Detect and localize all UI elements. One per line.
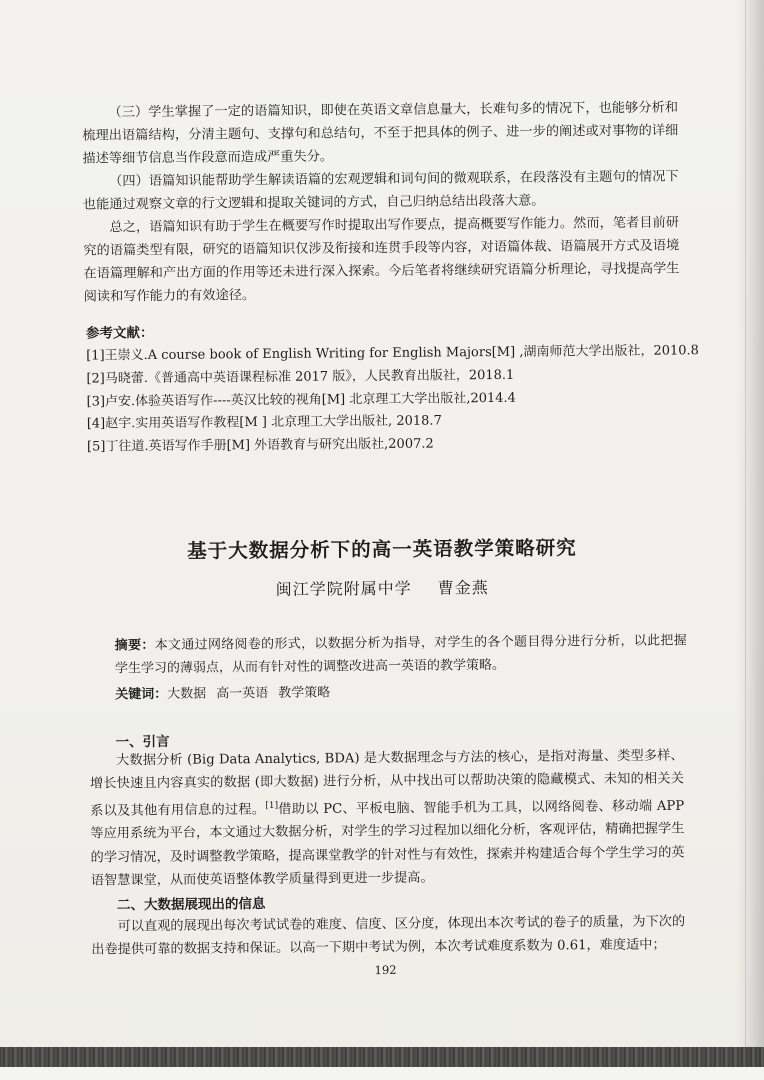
section-heading-introduction: 一、引言	[115, 733, 170, 751]
scan-bottom-edge	[0, 1067, 764, 1080]
section-heading-big-data-info: 二、大数据展现出的信息	[116, 896, 266, 914]
article-title: 基于大数据分析下的高一英语教学策略研究	[187, 536, 577, 563]
references-list	[86, 340, 699, 459]
paragraph-summary: 总之，语篇知识有助于学生在概要写作时提取出写作要点，提高概要写作能力。然而，笔者目前研究的语篇类型有限，研究的语篇知识仅涉及衔接和连贯手段等内容，对语篇体裁、语篇展开方式及语境在语篇理解和产出方面的作用等还未进行深入探索。今后笔者将继续研究语篇分析理论，寻找提高学生阅读和写作能力的有效途径。	[83, 215, 680, 305]
abstract-text: 本文通过网络阅卷的形式，以数据分析为指导，对学生的各个题目得分进行分析，以此把握学生学习的薄弱点，从而有针对性的调整改进高一英语的教学策略。	[114, 633, 687, 677]
affiliation: 闽江学院附属中学	[275, 578, 412, 599]
scan-dark-strip	[0, 1047, 764, 1067]
keyword: 教学策略	[278, 685, 331, 701]
paragraph-3: （三）学生掌握了一定的语篇知识，即使在英语文章信息量大，长难句多的情况下，也能够分析和梳理出语篇结构，分清主题句、支撑句和总结句，不至于把具体的例子、进一步的阐述或对事物的详细描述等细节信息当作段意而造成严重失分。	[82, 100, 679, 167]
keywords-label: 关键词：	[115, 686, 168, 703]
keyword: 高一英语	[216, 685, 269, 702]
section-body-big-data-info: 可以直观的展现出每次考试试卷的难度、信度、区分度，体现出本次考试的卷子的质量，为下次的出卷提供可靠的数据支持和保证。以高一下期中考试为例，本次考试难度系数为 0.61，难度适中；	[91, 914, 686, 958]
abstract-label: 摘要：	[114, 637, 155, 654]
citation-marker: [1]	[265, 800, 279, 811]
page-number: 192	[374, 962, 397, 978]
keywords	[115, 681, 340, 702]
intro-text-b: 借助以 PC、平板电脑、智能手机为工具，以网络阅卷、移动端 APP 等应用系统为平台，本文通过大数据分析，对学生的学习过程加以细化分析，客观评估，精确把握学生的学习情况，及时调整教学策略，提高课堂教学的针对性与有效性，探索并构建适合每个学生学习的英语智慧课堂，从而使英语整体教学质量得到更进一步提高。	[90, 798, 685, 889]
author-name: 曹金燕	[437, 578, 489, 598]
paragraph-4: （四）语篇知识能帮助学生解读语篇的宏观逻辑和词句间的微观联系，在段落没有主题句的情况下也能通过观察文章的行文逻辑和提取关键词的方式，自己归纳总结出段落大意。	[82, 169, 679, 213]
reference-item: [4]赵宇.实用英语写作教程[M ] 北京理工大学出版社, 2018.7	[86, 413, 442, 432]
section-body-introduction	[90, 744, 685, 892]
keyword: 大数据	[167, 686, 207, 702]
intro-text-a: 大数据分析 (Big Data Analytics, BDA) 是大数据理念与方法的核心，是指对海量、类型多样、增长快速且内容真实的数据 (即大数据) 进行分析，从中找出可以帮助决策的隐藏模式、未知的相关关系以及其他有用信息的过程。	[89, 748, 684, 819]
reference-item: [2]马晓蕾.《普通高中英语课程标准 2017 版》，人民教育出版社，2018.1	[86, 367, 515, 387]
reference-item: [3]卢安.体验英语写作----英汉比较的视角[M] 北京理工大学出版社,2014.4	[86, 390, 516, 410]
references-title: 参考文献：	[85, 324, 154, 342]
abstract	[115, 629, 687, 680]
reference-item: [5]丁往道.英语写作手册[M] 外语教育与研究出版社,2007.2	[86, 436, 434, 455]
reference-item: [1]王崇义.A course book of English Writing for English Majors[M] ,湖南师范大学出版社，2010.8	[86, 343, 699, 364]
